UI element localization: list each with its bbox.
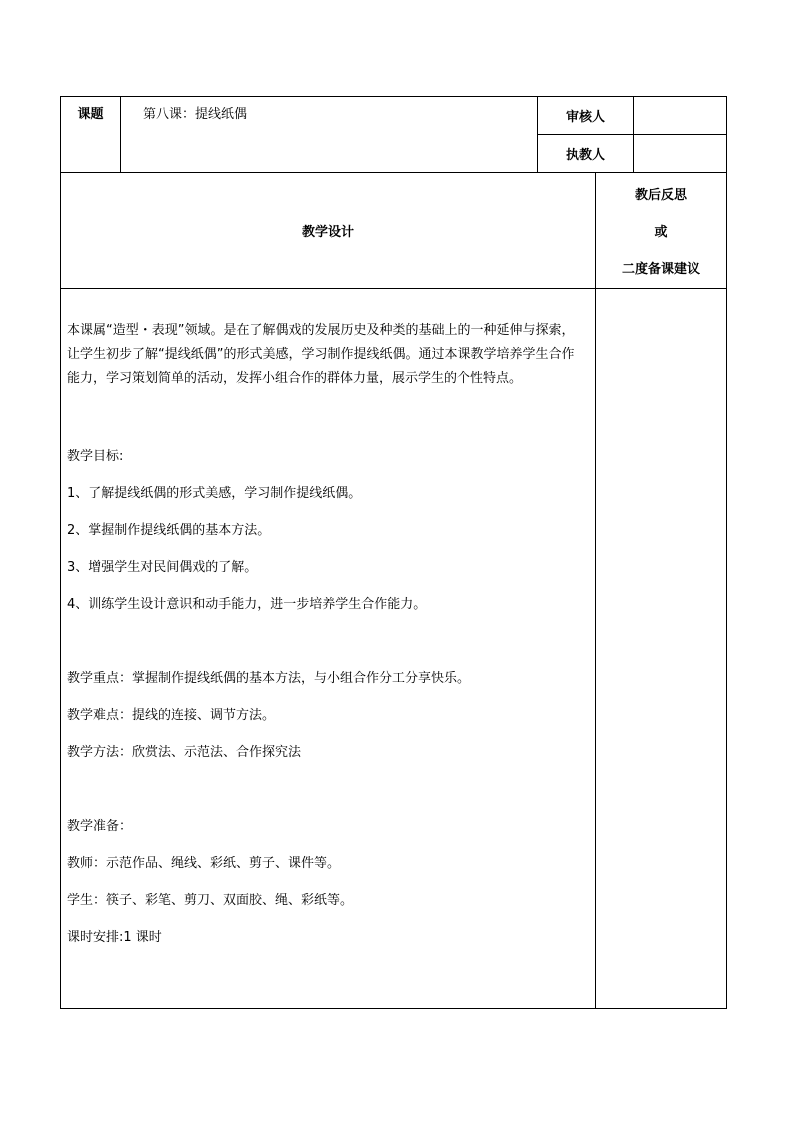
reflection-notes <box>596 289 727 1009</box>
intro-paragraph: 本课属“造型・表现”领域。是在了解偶戏的发展历史及种类的基础上的一种延伸与探索，让学生初步了解“提线纸偶”的形式美感，学习制作提线纸偶。通过本课教学培养学生合作能力，学习策划简单的活动，发挥小组合作的群体力量，展示学生的个性特点。 <box>67 323 575 386</box>
key-point: 教学重点：掌握制作提线纸偶的基本方法，与小组合作分工分享快乐。 <box>67 671 471 686</box>
teacher-value <box>634 135 727 173</box>
difficulty: 教学难点：提线的连接、调节方法。 <box>67 708 276 723</box>
objective-item: 2、掌握制作提线纸偶的基本方法。 <box>67 523 271 538</box>
lesson-plan-table <box>60 96 727 1009</box>
design-content <box>61 289 596 1009</box>
reflection-line-1: 教后反思 <box>635 188 688 203</box>
reflection-line-2: 或 <box>654 225 668 240</box>
teaching-method: 教学方法：欣赏法、示范法、合作探究法 <box>67 745 302 760</box>
topic-value: 第八课：提线纸偶 <box>121 97 538 173</box>
schedule: 课时安排:1 课时 <box>67 930 162 945</box>
teacher-preparation: 教师：示范作品、绳线、彩纸、剪子、课件等。 <box>67 856 341 871</box>
reflection-line-3: 二度备课建议 <box>622 262 701 277</box>
objective-item: 3、增强学生对民间偶戏的了解。 <box>67 560 258 575</box>
student-preparation: 学生：筷子、彩笔、剪刀、双面胶、绳、彩纸等。 <box>67 893 354 908</box>
objectives-title: 教学目标: <box>67 449 124 464</box>
reflection-heading <box>596 173 727 289</box>
reviewer-value <box>634 97 727 135</box>
reviewer-label: 审核人 <box>538 97 634 135</box>
topic-label: 课题 <box>61 97 121 173</box>
design-heading: 教学设计 <box>61 173 596 289</box>
preparation-title: 教学准备： <box>67 819 133 834</box>
objective-item: 1、了解提线纸偶的形式美感，学习制作提线纸偶。 <box>67 486 362 501</box>
teacher-label: 执教人 <box>538 135 634 173</box>
objective-item: 4、训练学生设计意识和动手能力，进一步培养学生合作能力。 <box>67 597 427 612</box>
